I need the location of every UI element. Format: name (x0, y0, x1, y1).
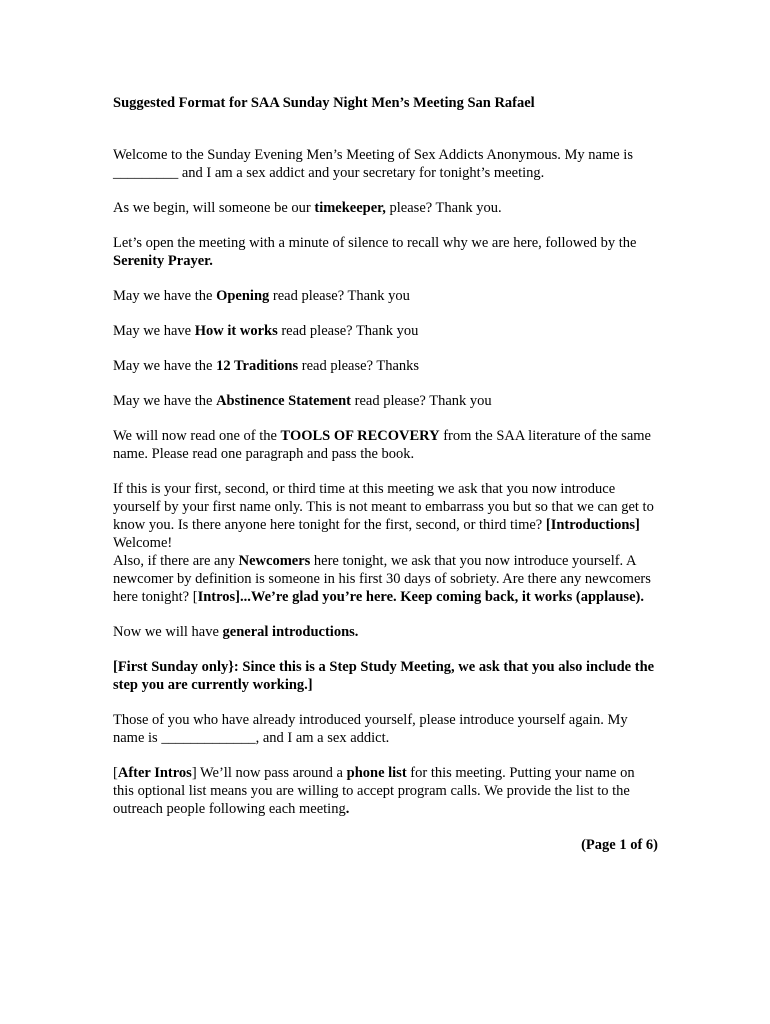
phone-list-bold: phone list (346, 765, 407, 781)
first-sunday-bold: [First Sunday only}: Since this is a Step Study Meeting, we ask that you also include the step you are currently working.] (113, 659, 655, 693)
newcomers-bold: Newcomers (238, 553, 311, 569)
timekeeper-text: As we begin, will someone be our (113, 200, 315, 216)
abstinence-text: May we have the (113, 393, 217, 409)
phone-list-bracket: [ (113, 765, 118, 781)
tools-bold: TOOLS OF RECOVERY (280, 428, 440, 444)
document-title: Suggested Format for SAA Sunday Night Men’s Meeting San Rafael (113, 95, 535, 111)
introductions-text: If this is your first, second, or third time at this meeting we ask that you now introduce yourself by your first name only. This is not meant to embarrass you but so that we can get to know you. Is there anyone here tonight for the first, second, or third time? (113, 481, 654, 533)
tools-text: We will now read one of the (113, 428, 281, 444)
newcomers-welcome-bold: Intros]...We’re glad you’re here. Keep coming back, it works (applause). (197, 589, 644, 605)
newcomers-text: Also, if there are any (113, 553, 239, 569)
traditions-paragraph (113, 357, 658, 375)
tools-rest: from the SAA literature of the same name. Please read one paragraph and pass the book. (113, 428, 651, 462)
timekeeper-bold: timekeeper, (314, 200, 386, 216)
opening-bold: Opening (216, 288, 270, 304)
newcomers-definition: here tonight, we ask that you now introduce yourself. A newcomer by definition is someone in his first 30 days of sobriety. Are there any newcomers here tonight? [ (113, 553, 651, 605)
serenity-prayer: Serenity Prayer. (113, 253, 213, 269)
how-it-works-text: May we have (113, 323, 195, 339)
how-it-works-paragraph (113, 322, 658, 340)
traditions-text: May we have the (113, 358, 217, 374)
opening-text: May we have the (113, 288, 217, 304)
how-it-works-thanks: read please? Thank you (277, 323, 419, 339)
document-page (113, 94, 658, 854)
traditions-bold: 12 Traditions (216, 358, 299, 374)
opening-thanks: read please? Thank you (269, 288, 410, 304)
abstinence-paragraph (113, 392, 658, 410)
general-bold: general introductions. (222, 624, 359, 640)
introductions-welcome: Welcome! (113, 535, 173, 551)
after-intros-bold: After Intros (117, 765, 192, 781)
timekeeper-thanks: please? Thank you. (385, 200, 502, 216)
reintroduce-paragraph: Those of you who have already introduced yourself, please introduce yourself again. My name is _____________, and I am a sex addict. (113, 712, 628, 746)
abstinence-thanks: read please? Thank you (351, 393, 492, 409)
phone-list-text: ] We’ll now pass around a (191, 765, 347, 781)
first-sunday-paragraph (113, 658, 658, 694)
introductions-paragraph (113, 480, 658, 552)
phone-list-paragraph (113, 764, 658, 818)
general-paragraph (113, 623, 658, 641)
tools-paragraph (113, 427, 658, 463)
phone-list-rest: for this meeting. Putting your name on this optional list means you are willing to accept program calls. We provide the list to the outreach people following each meeting (113, 765, 635, 817)
phone-list-period: . (345, 801, 350, 817)
welcome-paragraph: Welcome to the Sunday Evening Men’s Meeting of Sex Addicts Anonymous. My name is _________ and I am a sex addict and your secretary for tonight’s meeting. (113, 147, 633, 181)
silence-paragraph (113, 234, 658, 270)
page-number: (Page 1 of 6) (581, 837, 658, 853)
silence-text: Let’s open the meeting with a minute of silence to recall why we are here, followed by the (113, 235, 637, 251)
newcomers-paragraph (113, 552, 658, 606)
abstinence-bold: Abstinence Statement (216, 393, 351, 409)
traditions-thanks: read please? Thanks (298, 358, 420, 374)
general-text: Now we will have (113, 624, 223, 640)
how-it-works-bold: How it works (194, 323, 278, 339)
introductions-bold: [Introductions] (545, 517, 640, 533)
opening-paragraph (113, 287, 658, 305)
timekeeper-paragraph (113, 199, 658, 217)
